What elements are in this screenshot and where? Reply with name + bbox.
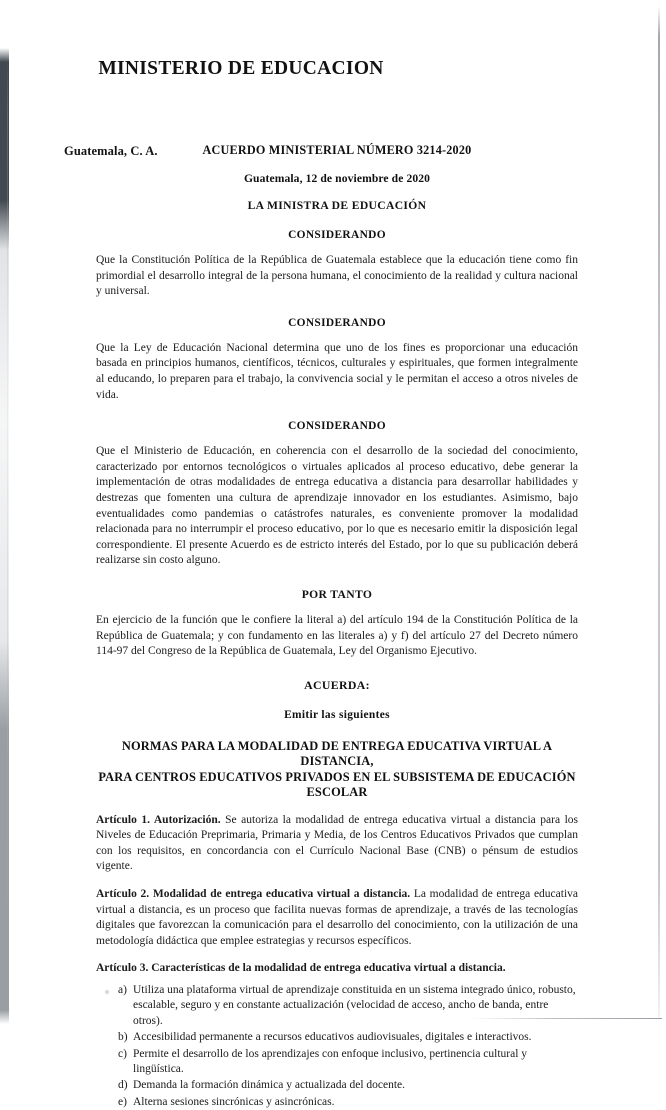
list-item-text: Demanda la formación dinámica y actualizada del docente. bbox=[133, 1079, 406, 1092]
list-item bbox=[96, 1030, 578, 1045]
list-item-text: Utiliza una plataforma virtual de aprendizaje constituida en un sistema integrado único, robusto, escalable, seguro y en constante actualización (velocidad de acceso, ancho de banda, entre otros). bbox=[133, 984, 576, 1027]
list-item bbox=[96, 1095, 578, 1110]
por-tanto-heading: POR TANTO bbox=[301, 587, 373, 601]
considerando-heading-3: CONSIDERANDO bbox=[288, 420, 386, 433]
emitir-heading: Emitir las siguientes bbox=[284, 708, 390, 721]
considerando-paragraph-1: Que la Constitución Política de la República de Guatemala establece que la educación tiene como fin primordial el desarrollo integral de la persona humana, el conocimiento de la realidad y cultura nacional y universal. bbox=[96, 254, 578, 298]
list-item bbox=[96, 1078, 578, 1093]
list-marker: a) bbox=[118, 984, 127, 997]
list-item-text: Alterna sesiones sincrónicas y asincrónicas. bbox=[133, 1095, 335, 1108]
acuerda-heading: ACUERDA: bbox=[304, 677, 370, 692]
normas-title-line-1: NORMAS PARA LA MODALIDAD DE ENTREGA EDUCATIVA VIRTUAL A DISTANCIA, bbox=[121, 738, 553, 769]
list-item-text: Permite el desarrollo de los aprendizajes con enfoque inclusivo, pertinencia cultural y lingüística. bbox=[133, 1047, 528, 1076]
article-2-text: La modalidad de entrega educativa virtual a distancia, es un proceso que facilita nuevas formas de aprendizaje, a través de las tecnologías digitales que favorezcan la comunicación para el desarrollo del conocimiento, con la utilización de una metodología didáctica que emplee estrategias y recursos específicos. bbox=[96, 888, 578, 947]
article-3-feature-list bbox=[96, 983, 578, 1110]
por-tanto-paragraph: En ejercicio de la función que le confiere la literal a) del artículo 194 de la Constitución Política de la República de Guatemala; y con fundamento en las literales a) y f) del artículo 27 del Decreto número 114-97 del Congreso de la República de Guatemala, Ley del Organismo Ejecutivo. bbox=[96, 613, 578, 658]
considerando-heading-2: CONSIDERANDO bbox=[288, 316, 386, 329]
list-marker: d) bbox=[118, 1079, 128, 1092]
list-item bbox=[96, 1047, 578, 1078]
issuer-heading: LA MINISTRA DE EDUCACIÓN bbox=[247, 199, 427, 212]
date-line: Guatemala, 12 de noviembre de 2020 bbox=[243, 172, 431, 185]
article-3-paragraph bbox=[96, 961, 578, 977]
article-1-label: Artículo 1. Autorización. bbox=[96, 813, 221, 826]
normas-title-line-3: ESCOLAR bbox=[306, 785, 368, 800]
normas-title-block bbox=[96, 739, 578, 801]
considerando-paragraph-2: Que la Ley de Educación Nacional determina que uno de los fines es proporcionar una educación basada en principios humanos, científicos, técnicos, culturales y espirituales, que formen integralmente al educando, lo preparen para el trabajo, la convivencia social y le permitan el acceso a otros niveles de vida. bbox=[96, 341, 578, 401]
scan-shadow-left-hairline bbox=[7, 55, 8, 1015]
list-marker: c) bbox=[118, 1047, 127, 1060]
article-1-text: Se autoriza la modalidad de entrega educativa virtual a distancia para los Niveles de Educación Preprimaria, Primaria y Media, de los Centros Educativos Privados que cumplan con los requisitos, en concordancia con el Currículo Nacional Base (CNB) o pénsum de estudios vigente. bbox=[96, 813, 578, 873]
page-title: MINISTERIO DE EDUCACION bbox=[98, 58, 384, 79]
considerando-heading-1: CONSIDERANDO bbox=[288, 229, 386, 241]
scan-shadow-left-edge bbox=[0, 0, 9, 1024]
list-marker: e) bbox=[118, 1095, 127, 1108]
document-body bbox=[96, 143, 578, 1110]
article-1-paragraph bbox=[96, 813, 578, 875]
list-item bbox=[96, 983, 578, 1029]
scan-shadow-right-edge bbox=[658, 6, 660, 1018]
list-item-text: Accesibilidad permanente a recursos educativos audiovisuales, digitales e interactivos. bbox=[133, 1031, 532, 1044]
article-3-label: Artículo 3. Características de la modalidad de entrega educativa virtual a distancia. bbox=[96, 962, 506, 975]
article-2-label: Artículo 2. Modalidad de entrega educativa virtual a distancia. bbox=[96, 888, 411, 901]
jurisdiction-label: Guatemala, C. A. bbox=[64, 144, 158, 158]
agreement-number-heading: ACUERDO MINISTERIAL NÚMERO 3214-2020 bbox=[202, 143, 472, 157]
considerando-paragraph-3: Que el Ministerio de Educación, en coherencia con el desarrollo de la sociedad del conocimiento, caracterizado por entornos tecnológicos o virtuales aplicados al proceso educativo, debe generar la implementación de otras modalidades de entrega educativa a distancia para desarrollar habilidades y destrezas que fomenten una cultura de aprendizaje innovador en los estudiantes. Asimismo, bajo eventualidades como pandemias o catástrofes naturales, es conveniente promover la modalidad relacionada para no interrumpir el proceso educativo, por lo que es necesario emitir la disposición legal correspondiente. El presente Acuerdo es de estricto interés del Estado, por lo que su publicación deberá realizarse sin costo alguno. bbox=[96, 445, 578, 567]
list-marker: b) bbox=[118, 1031, 128, 1044]
article-2-paragraph bbox=[96, 887, 578, 949]
normas-title-line-2: PARA CENTROS EDUCATIVOS PRIVADOS EN EL SUBSISTEMA DE EDUCACIÓN bbox=[98, 769, 576, 784]
